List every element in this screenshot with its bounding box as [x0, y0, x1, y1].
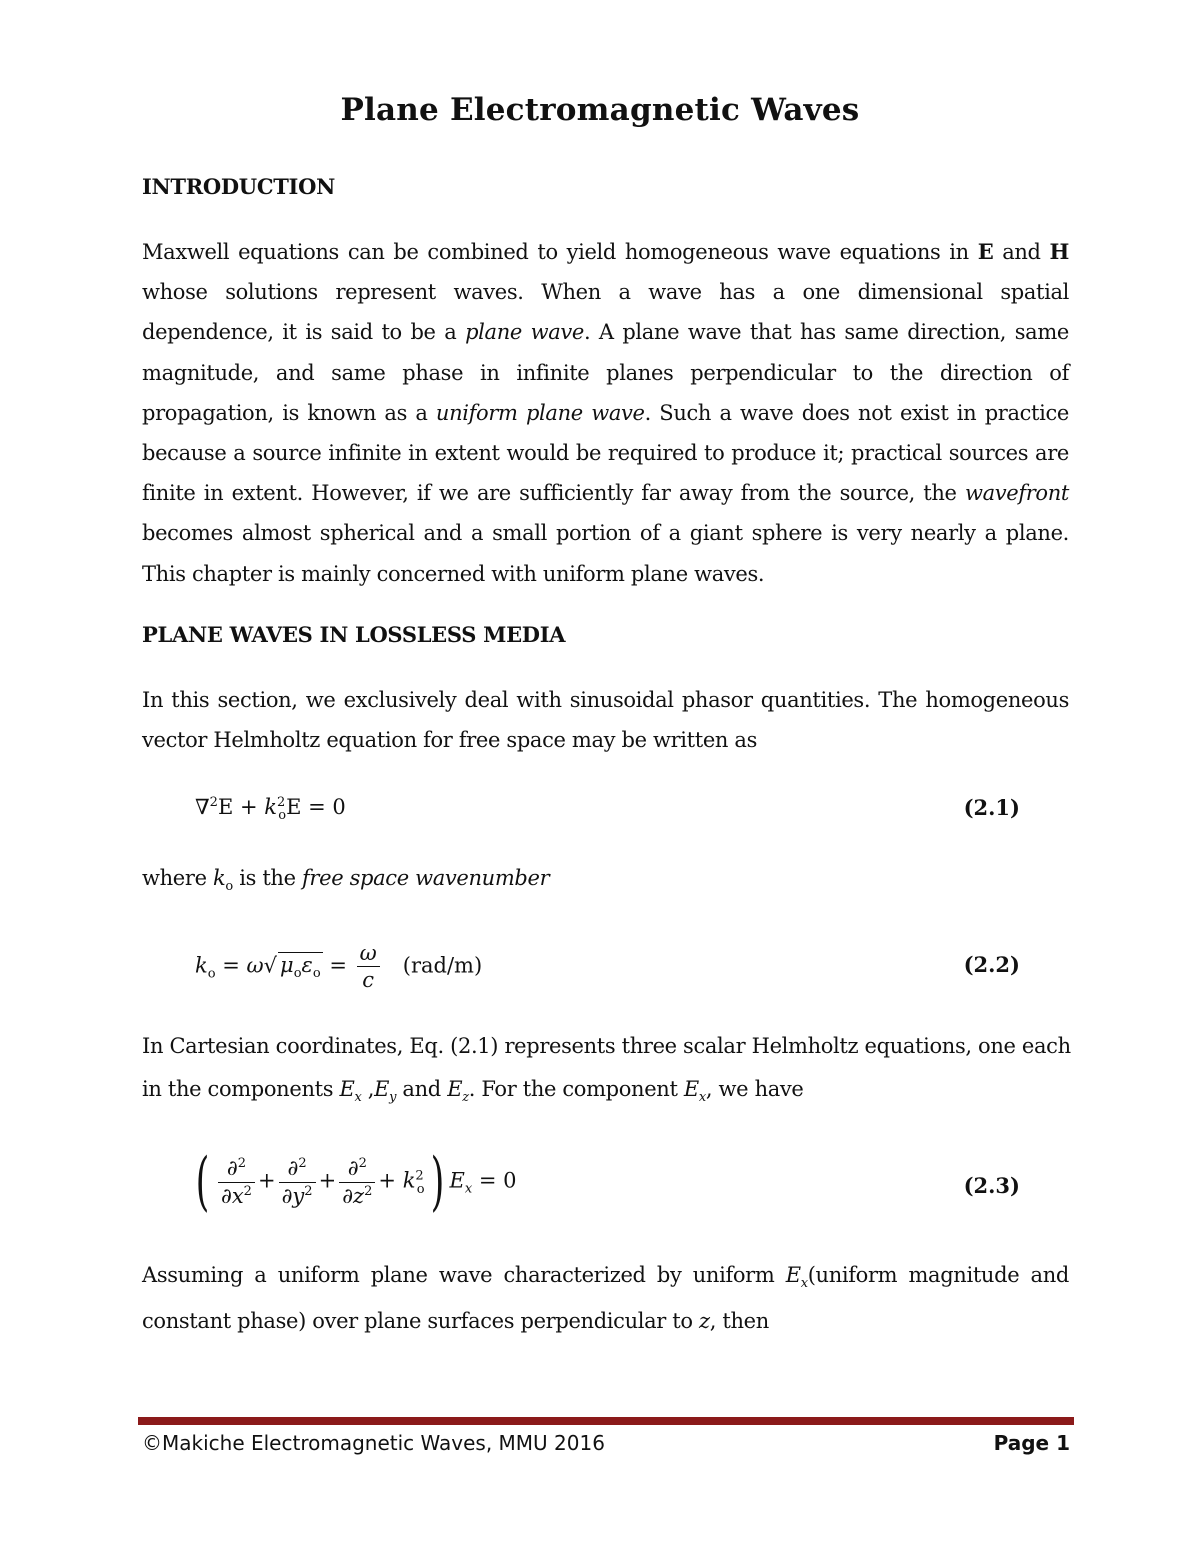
intro-text-5: becomes almost spherical and a small portion of a giant sphere is very nearly a plane. This chapter is mainly concerned with uniform plane waves.	[142, 521, 1069, 586]
equation-2-2-unit: (rad/m)	[402, 953, 483, 978]
section2-paragraph: In this section, we exclusively deal with sinusoidal phasor quantities. The homogeneous vector Helmholtz equation for free space may be written as	[142, 688, 1069, 753]
cartesian-line-2: in the components $E_x$ $,E_y$ and $E_z$. For the component $E_x$, we have	[142, 1077, 804, 1106]
heading-lossless-media: PLANE WAVES IN LOSSLESS MEDIA	[142, 622, 566, 647]
assuming-text: Assuming a uniform plane wave characterized by uniform	[142, 1263, 786, 1287]
intro-paragraph	[142, 232, 1069, 594]
where-line	[142, 866, 550, 895]
we-have-text: , we have	[705, 1077, 804, 1101]
cartesian-line-1: In Cartesian coordinates, Eq. (2.1) represents three scalar Helmholtz equations, one each	[142, 1034, 1071, 1058]
uniform-magnitude-text: (uniform magnitude and	[807, 1263, 1069, 1287]
assuming-line-1: Assuming a uniform plane wave characterized by uniform $E_x(uniform$ magnitude and	[142, 1263, 1069, 1292]
where-text-2: is the	[232, 866, 302, 890]
components-and: and	[396, 1077, 448, 1101]
symbol-E: E	[977, 239, 994, 264]
components-text: in the components	[142, 1077, 340, 1101]
equation-2-1: $\nabla^2E + k^2_oE = 0$	[195, 795, 346, 824]
footer-rule	[138, 1417, 1074, 1425]
component-text: . For the component	[468, 1077, 684, 1101]
intro-text-3: . A plane wave that has same direction, same magnitude, and same phase in infinite planes perpendicular to the direction of propagation, is known as a	[142, 320, 1069, 425]
equation-number-2-2: (2.2)	[963, 952, 1020, 977]
symbol-H: H	[1049, 239, 1069, 264]
equation-2-2: $k_o = \omega√$ $\mu_o\varepsilon_o$ = $\frac{\omega}{c}$ (rad/m)	[195, 941, 483, 993]
assuming-line-2: constant phase) over plane surfaces perpendicular to z, then	[142, 1309, 769, 1333]
footer-copyright: ©Makiche Electromagnetic Waves, MMU 2016	[142, 1431, 605, 1455]
term-wavefront: wavefront	[964, 481, 1069, 506]
term-uniform-plane-wave: uniform plane wave	[435, 400, 645, 425]
equation-number-2-3: (2.3)	[963, 1173, 1020, 1198]
heading-introduction: INTRODUCTION	[142, 174, 335, 199]
page-number: Page 1	[993, 1431, 1070, 1455]
then-text: , then	[709, 1309, 769, 1333]
term-free-space-wavenumber: free space wavenumber	[302, 866, 550, 890]
term-plane-wave: plane wave	[465, 320, 584, 345]
equation-number-2-1: (2.1)	[963, 795, 1020, 820]
intro-text-4: . Such a wave does not exist in practice because a source infinite in extent would be required to produce it; practical sources are finite in extent. However, if we are sufficiently far away from the source, the	[142, 400, 1069, 506]
where-text: where	[142, 866, 213, 890]
intro-and: and	[993, 240, 1050, 264]
constant-phase-text: constant phase) over plane surfaces perpendicular to	[142, 1309, 700, 1333]
page-title: Plane Electromagnetic Waves	[340, 92, 860, 128]
symbol-k: k	[212, 866, 226, 890]
intro-text-1: Maxwell equations can be combined to yield homogeneous wave equations in	[142, 240, 978, 264]
equation-2-3: ( $\frac{\partial^2}{\partial x^2}$ + $\frac{\partial^2}{\partial y^2}$ + $\frac{\partial^2}{\partial z^2}$ + $k^2_o$) $E_x = 0$	[195, 1145, 517, 1219]
intro-text-2: whose solutions represent waves. When a wave has a one dimensional spatial dependence, it is said to be a	[142, 280, 1069, 345]
symbol-k-sub: o	[225, 879, 233, 895]
